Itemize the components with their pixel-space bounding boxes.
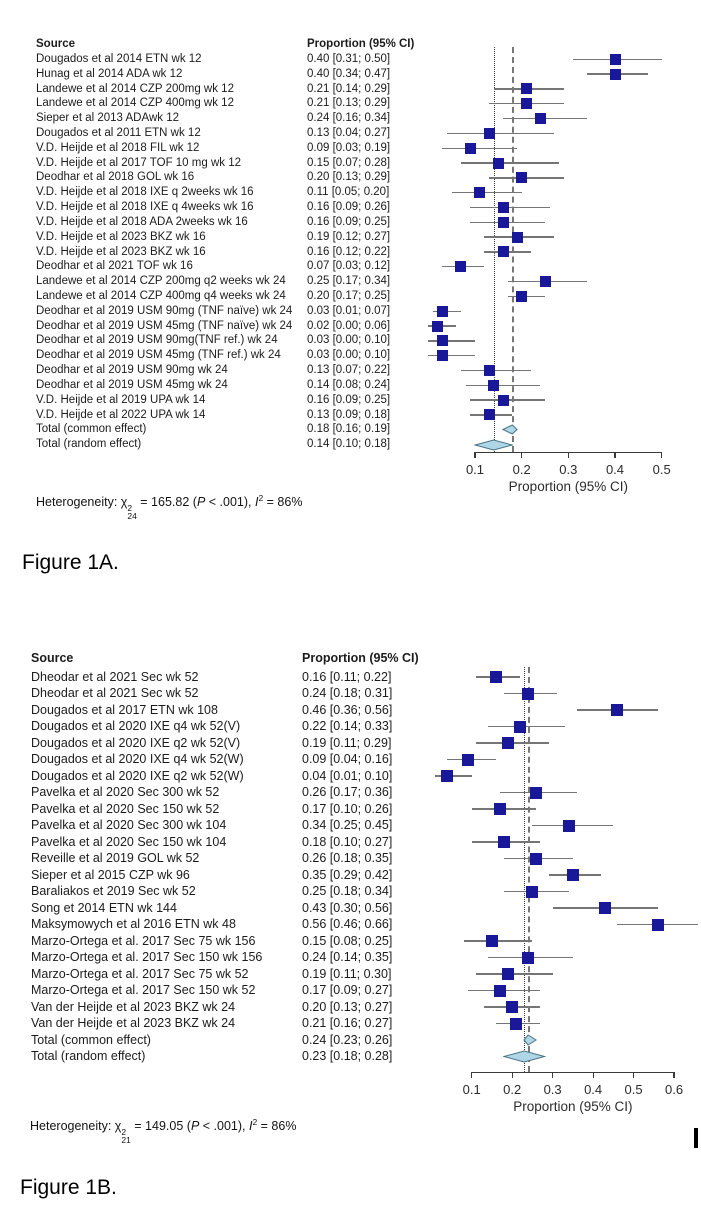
chi-symbol: χ (120, 495, 128, 509)
total-ci-text: 0.23 [0.18; 0.28] (302, 1049, 393, 1064)
study-source-label: Landewe et al 2014 CZP 200mg q2 weeks wk 24 (36, 275, 286, 288)
study-ci-text: 0.46 [0.36; 0.56] (302, 702, 393, 717)
study-source-label: V.D. Heijde et al 2023 BKZ wk 16 (36, 230, 206, 243)
axis-tick-label: 0.3 (543, 1082, 562, 1097)
estimate-square (610, 54, 621, 65)
estimate-square (432, 321, 443, 332)
study-source-label: Dougados et al 2020 IXE q2 wk 52(W) (31, 768, 244, 783)
study-source-label: Landewe et al 2014 CZP 400mg wk 12 (36, 97, 234, 110)
i-squared-value: = 86% (263, 495, 303, 509)
study-ci-text: 0.13 [0.09; 0.18] (307, 408, 391, 421)
i-symbol: I (248, 1119, 253, 1133)
study-ci-text: 0.26 [0.17; 0.36] (302, 785, 393, 800)
study-ci-text: 0.16 [0.09; 0.26] (307, 201, 391, 214)
study-source-label: V.D. Heijde et al 2022 UPA wk 14 (36, 408, 206, 421)
estimate-square (563, 820, 575, 832)
estimate-square (490, 671, 502, 683)
chi-exponents (121, 1129, 130, 1144)
study-source-label: Baraliakos et 2019 Sec wk 52 (31, 884, 196, 899)
study-ci-text: 0.19 [0.11; 0.29] (302, 735, 392, 750)
study-ci-text: 0.43 [0.30; 0.56] (302, 900, 393, 915)
axis-tick-label: 0.1 (465, 462, 485, 477)
study-source-label: Pavelka et al 2020 Sec 150 wk 104 (31, 834, 227, 849)
axis-tick (521, 452, 522, 458)
axis-tick-label: 0.4 (584, 1082, 603, 1097)
study-ci-text: 0.24 [0.16; 0.34] (307, 112, 391, 125)
study-ci-text: 0.34 [0.25; 0.45] (302, 818, 393, 833)
study-source-label: Marzo-Ortega et al. 2017 Sec 150 wk 52 (31, 983, 256, 998)
estimate-square (530, 787, 542, 799)
ci-line (470, 207, 549, 208)
dotted-reference-line-random (494, 47, 495, 452)
total-diamond-shape (524, 1035, 536, 1045)
estimate-square (484, 409, 495, 420)
text-cursor (694, 1128, 698, 1148)
study-ci-text: 0.22 [0.14; 0.33] (302, 719, 393, 734)
study-source-label: Dougados et al 2020 IXE q4 wk 52(W) (31, 752, 244, 767)
chi-superscript: 2 (121, 1127, 127, 1137)
axis-tick (568, 452, 569, 458)
study-ci-text: 0.25 [0.17; 0.34] (307, 275, 391, 288)
axis-tick-label: 0.6 (665, 1082, 684, 1097)
axis-tick (614, 452, 615, 458)
total-diamond (474, 439, 513, 451)
study-source-label: Song et 2014 ETN wk 144 (31, 900, 177, 915)
study-source-label: Marzo-Ortega et al. 2017 Sec 75 wk 52 (31, 966, 249, 981)
axis-tick-label: 0.2 (503, 1082, 522, 1097)
study-ci-text: 0.15 [0.08; 0.25] (302, 933, 393, 948)
estimate-square (498, 217, 509, 228)
study-source-label: V.D. Heijde et al 2018 IXE q 2weeks wk 16 (36, 186, 254, 199)
p-symbol: P (196, 495, 206, 509)
study-ci-text: 0.19 [0.11; 0.30] (302, 966, 392, 981)
study-ci-text: 0.40 [0.31; 0.50] (307, 52, 391, 65)
total-label: Total (random effect) (36, 438, 142, 451)
axis-tick (661, 452, 662, 458)
study-ci-text: 0.16 [0.11; 0.22] (302, 669, 392, 684)
column-header-source: Source (36, 37, 75, 50)
x-axis-title: Proportion (95% CI) (513, 1099, 633, 1114)
study-ci-text: 0.17 [0.10; 0.26] (302, 801, 393, 816)
study-source-label: V.D. Heijde et al 2018 FIL wk 12 (36, 141, 200, 154)
column-header-source: Source (31, 650, 74, 665)
total-diamond (502, 424, 518, 435)
estimate-square (498, 246, 509, 257)
dashed-reference-line-common (528, 667, 530, 1072)
p-symbol: P (190, 1119, 200, 1133)
study-source-label: Dougados et al 2011 ETN wk 12 (36, 126, 201, 139)
study-source-label: Deodhar et al 2019 USM 90mg wk 24 (36, 364, 228, 377)
heterogeneity-lead: Heterogeneity: (30, 1119, 115, 1133)
p-value: < .001), (205, 495, 255, 509)
study-source-label: Landewe et al 2014 CZP 400mg q4 weeks wk 24 (36, 290, 286, 302)
estimate-square (502, 737, 514, 749)
study-ci-text: 0.09 [0.04; 0.16] (302, 752, 393, 767)
estimate-square (599, 902, 611, 914)
study-ci-text: 0.15 [0.07; 0.28] (307, 156, 391, 169)
study-source-label: V.D. Heijde et al 2018 ADA 2weeks wk 16 (36, 215, 248, 228)
estimate-square (510, 1018, 522, 1030)
estimate-square (516, 291, 527, 302)
figure-caption: Figure 1A. (22, 551, 119, 574)
study-ci-text: 0.11 [0.05; 0.20] (307, 186, 390, 199)
study-source-label: Deodhar et al 2018 GOL wk 16 (36, 171, 195, 184)
study-ci-text: 0.20 [0.13; 0.29] (307, 171, 391, 184)
study-ci-text: 0.21 [0.16; 0.27] (302, 1016, 393, 1031)
study-ci-text: 0.16 [0.09; 0.25] (307, 215, 391, 228)
estimate-square (486, 935, 498, 947)
chi-subscript: 21 (121, 1134, 131, 1145)
x-axis-line (472, 1072, 674, 1073)
study-source-label: Dougados et al 2017 ETN wk 108 (31, 702, 218, 717)
axis-tick (474, 452, 475, 458)
estimate-square (465, 143, 476, 154)
estimate-square (437, 335, 448, 346)
total-ci-text: 0.24 [0.23; 0.26] (302, 1032, 393, 1047)
study-ci-text: 0.21 [0.14; 0.29] (307, 82, 391, 95)
study-source-label: Pavelka et al 2020 Sec 300 wk 52 (31, 785, 220, 800)
figure-caption: Figure 1B. (20, 1176, 117, 1199)
estimate-square (474, 187, 485, 198)
axis-tick-label: 0.4 (605, 462, 625, 477)
i-superscript: 2 (252, 1116, 258, 1127)
study-ci-text: 0.18 [0.10; 0.27] (302, 834, 393, 849)
chi-exponents (127, 505, 136, 520)
estimate-square (498, 395, 509, 406)
axis-tick (673, 1072, 674, 1078)
total-ci-text: 0.18 [0.16; 0.19] (307, 423, 391, 436)
study-source-label: Sieper et al 2013 ADAwk 12 (36, 112, 179, 125)
study-source-label: V.D. Heijde et al 2018 IXE q 4weeks wk 16 (36, 201, 254, 214)
axis-tick-label: 0.5 (652, 462, 671, 477)
study-source-label: Van der Heijde et al 2023 BKZ wk 24 (31, 1016, 236, 1031)
study-source-label: Dougados et al 2020 IXE q4 wk 52(V) (31, 719, 241, 734)
study-ci-text: 0.26 [0.18; 0.35] (302, 851, 393, 866)
estimate-square (540, 276, 551, 287)
ci-line (476, 973, 553, 974)
study-source-label: Deodhar et al 2019 USM 45mg (TNF ref.) wk 24 (36, 349, 281, 362)
study-source-label: V.D. Heijde et al 2019 UPA wk 14 (36, 393, 206, 406)
total-label: Total (common effect) (36, 423, 147, 436)
estimate-square (488, 380, 499, 391)
estimate-square (512, 232, 523, 243)
i-superscript: 2 (258, 492, 264, 503)
study-ci-text: 0.14 [0.08; 0.24] (307, 378, 391, 391)
estimate-square (514, 721, 526, 733)
study-source-label: Marzo-Ortega et al. 2017 Sec 75 wk 156 (31, 933, 256, 948)
study-ci-text: 0.02 [0.00; 0.06] (307, 319, 391, 332)
study-source-label: Deodhar et al 2019 USM 90mg(TNF ref.) wk 24 (36, 334, 278, 347)
study-ci-text: 0.07 [0.03; 0.12] (307, 260, 391, 273)
study-ci-text: 0.16 [0.09; 0.25] (307, 393, 391, 406)
study-ci-text: 0.19 [0.12; 0.27] (307, 230, 391, 243)
heterogeneity-note (30, 1116, 297, 1145)
axis-tick-label: 0.3 (559, 462, 578, 477)
study-source-label: Deodhar et al 2019 USM 45mg (TNF naïve) wk 24 (36, 319, 293, 332)
estimate-square (484, 365, 495, 376)
study-source-label: Deodhar et al 2021 TOF wk 16 (36, 260, 193, 273)
total-ci-text: 0.14 [0.10; 0.18] (307, 438, 391, 451)
total-label: Total (common effect) (31, 1032, 151, 1047)
ci-line (428, 340, 475, 341)
heterogeneity-lead: Heterogeneity: (36, 495, 121, 509)
estimate-square (522, 952, 534, 964)
dashed-reference-line-common (512, 47, 514, 452)
ci-line (428, 355, 475, 356)
estimate-square (567, 869, 579, 881)
study-ci-text: 0.24 [0.18; 0.31] (302, 686, 393, 701)
study-ci-text: 0.56 [0.46; 0.66] (302, 917, 393, 932)
axis-tick-label: 0.1 (462, 1082, 481, 1097)
total-label: Total (random effect) (31, 1049, 146, 1064)
chi-symbol: χ (114, 1119, 122, 1133)
estimate-square (611, 704, 623, 716)
estimate-square (522, 688, 534, 700)
p-value: < .001), (199, 1119, 249, 1133)
axis-tick (512, 1072, 513, 1078)
study-ci-text: 0.13 [0.07; 0.22] (307, 364, 391, 377)
study-ci-text: 0.03 [0.00; 0.10] (307, 334, 391, 347)
estimate-square (652, 919, 664, 931)
chi-value: = 165.82 ( (136, 495, 197, 509)
ci-line (466, 385, 541, 386)
estimate-square (455, 261, 466, 272)
ci-line (461, 370, 531, 371)
estimate-square (521, 83, 532, 94)
study-ci-text: 0.16 [0.12; 0.22] (307, 245, 391, 258)
study-ci-text: 0.25 [0.18; 0.34] (302, 884, 393, 899)
axis-tick-label: 0.2 (512, 462, 531, 477)
ci-line (452, 192, 522, 193)
study-source-label: Marzo-Ortega et al. 2017 Sec 150 wk 156 (31, 950, 263, 965)
i-squared-value: = 86% (257, 1119, 297, 1133)
total-diamond-shape (504, 1051, 544, 1062)
study-source-label: Dheodar et al 2021 Sec wk 52 (31, 669, 199, 684)
total-diamond (503, 1050, 545, 1063)
estimate-square (498, 202, 509, 213)
chi-value: = 149.05 ( (130, 1119, 191, 1133)
study-source-label: V.D. Heijde et al 2017 TOF 10 mg wk 12 (36, 156, 241, 169)
study-ci-text: 0.13 [0.04; 0.27] (307, 126, 391, 139)
chi-subscript: 24 (127, 510, 137, 521)
i-symbol: I (254, 495, 259, 509)
study-source-label: Pavelka et al 2020 Sec 150 wk 52 (31, 801, 220, 816)
ci-line (442, 148, 517, 149)
axis-tick (593, 1072, 594, 1078)
study-source-label: Pavelka et al 2020 Sec 300 wk 104 (31, 818, 227, 833)
study-ci-text: 0.17 [0.09; 0.27] (302, 983, 393, 998)
total-diamond-shape (503, 425, 517, 434)
estimate-square (484, 128, 495, 139)
study-source-label: Deodhar et al 2019 USM 45mg wk 24 (36, 378, 228, 391)
estimate-square (493, 158, 504, 169)
study-source-label: Landewe et al 2014 CZP 200mg wk 12 (36, 82, 234, 95)
total-diamond (523, 1034, 537, 1046)
x-axis-title: Proportion (95% CI) (508, 479, 628, 494)
study-source-label: V.D. Heijde et al 2023 BKZ wk 16 (36, 245, 206, 258)
study-source-label: Dougados et al 2014 ETN wk 12 (36, 52, 202, 65)
ci-line (464, 940, 533, 941)
total-diamond-shape (475, 440, 512, 450)
ci-line (488, 726, 565, 727)
axis-tick (471, 1072, 472, 1078)
estimate-square (502, 968, 514, 980)
column-header-proportion: Proportion (95% CI) (307, 37, 415, 50)
study-ci-text: 0.35 [0.29; 0.42] (302, 867, 393, 882)
study-source-label: Maksymowych et al 2016 ETN wk 48 (31, 917, 236, 932)
study-ci-text: 0.20 [0.13; 0.27] (302, 999, 393, 1014)
estimate-square (462, 754, 474, 766)
study-ci-text: 0.04 [0.01; 0.10] (302, 768, 393, 783)
estimate-square (437, 306, 448, 317)
axis-tick (633, 1072, 634, 1078)
estimate-square (526, 886, 538, 898)
study-source-label: Dheodar et al 2021 Sec wk 52 (31, 686, 199, 701)
study-ci-text: 0.09 [0.03; 0.19] (307, 141, 391, 154)
estimate-square (530, 853, 542, 865)
estimate-square (494, 803, 506, 815)
study-source-label: Reveille et al 2019 GOL wk 52 (31, 851, 200, 866)
estimate-square (535, 113, 546, 124)
study-ci-text: 0.40 [0.34; 0.47] (307, 67, 391, 80)
study-ci-text: 0.03 [0.00; 0.10] (307, 349, 391, 362)
study-ci-text: 0.24 [0.14; 0.35] (302, 950, 393, 965)
estimate-square (494, 985, 506, 997)
study-ci-text: 0.03 [0.01; 0.07] (307, 304, 391, 317)
estimate-square (441, 770, 453, 782)
estimate-square (610, 69, 621, 80)
axis-tick-label: 0.5 (624, 1082, 643, 1097)
study-source-label: Hunag et al 2014 ADA wk 12 (36, 67, 183, 80)
chi-superscript: 2 (127, 503, 133, 513)
study-source-label: Dougados et al 2020 IXE q2 wk 52(V) (31, 735, 241, 750)
estimate-square (506, 1001, 518, 1013)
study-source-label: Van der Heijde et al 2023 BKZ wk 24 (31, 999, 236, 1014)
ci-line (447, 133, 554, 134)
study-ci-text: 0.20 [0.17; 0.25] (307, 290, 391, 302)
study-source-label: Sieper et al 2015 CZP wk 96 (31, 867, 190, 882)
estimate-square (521, 98, 532, 109)
estimate-square (437, 350, 448, 361)
ci-line (461, 162, 559, 163)
estimate-square (498, 836, 510, 848)
study-source-label: Deodhar et al 2019 USM 90mg (TNF naïve) wk 24 (36, 304, 293, 317)
column-header-proportion: Proportion (95% CI) (302, 650, 419, 665)
estimate-square (516, 172, 527, 183)
heterogeneity-note (36, 492, 303, 521)
study-ci-text: 0.21 [0.13; 0.29] (307, 97, 391, 110)
axis-tick (552, 1072, 553, 1078)
